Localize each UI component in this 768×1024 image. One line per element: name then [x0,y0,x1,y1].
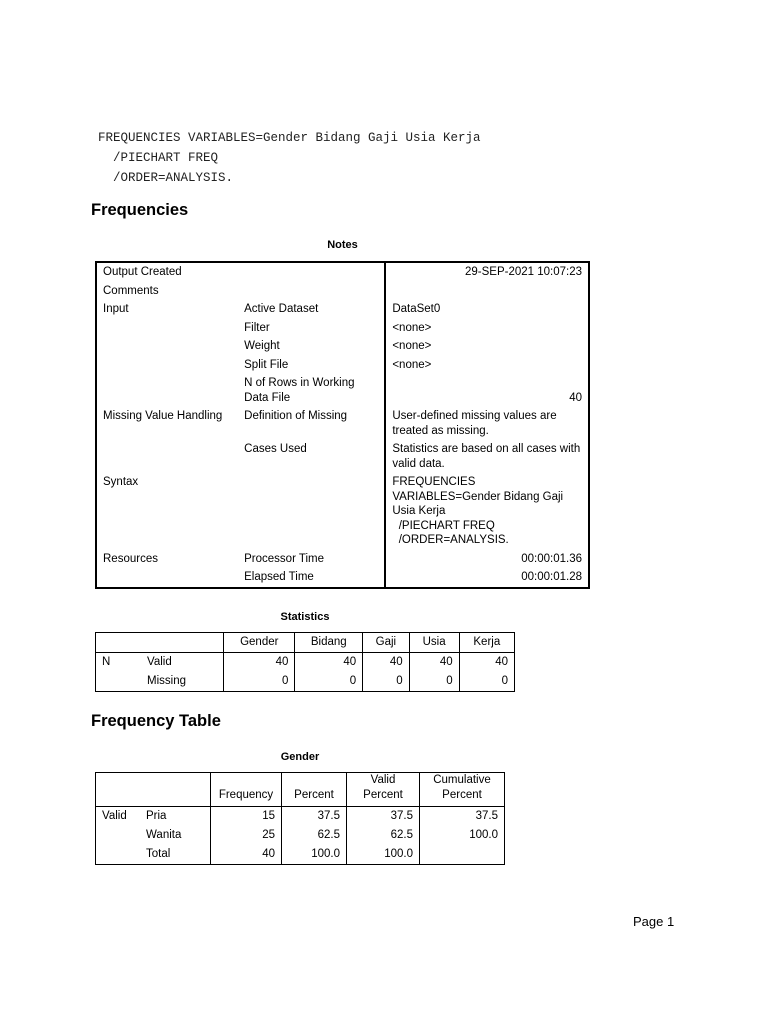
row-value: 00:00:01.36 [385,550,589,569]
table-header-row [96,773,505,807]
row-label: Missing Value Handling [103,410,223,422]
cell: 62.5 [347,826,420,845]
cell: 62.5 [282,826,347,845]
frequencies-heading: Frequencies [91,201,189,219]
statistics-caption: Statistics [280,611,330,623]
row-value: 00:00:01.28 [385,568,589,588]
notes-caption: Notes [327,239,358,251]
row-label: Resources [103,552,158,565]
syntax-line: /ORDER=ANALYSIS. [98,171,234,185]
table-row [96,473,589,550]
column-header: Bidang [295,633,363,653]
row-value: 40 [385,374,589,407]
row-sublabel: Split File [244,358,289,371]
row-value: <none> [385,319,589,338]
row-sublabel: Valid [147,656,172,668]
table-row [96,653,515,673]
row-value: <none> [385,337,589,356]
page-number: Page 1 [633,914,675,929]
cell: 37.5 [347,807,420,827]
table-row [96,845,505,865]
column-header: Kerja [459,633,514,653]
row-value: Statistics are based on all cases with valid data. [385,440,589,473]
cell [420,845,505,865]
column-header: Gaji [363,633,409,653]
row-value [385,473,589,550]
cell: 37.5 [282,807,347,827]
row-sublabel: Elapsed Time [244,571,314,583]
table-row [96,337,589,356]
cell: 100.0 [420,826,505,845]
frequency-table-heading: Frequency Table [91,712,221,730]
column-header: Cumulative Percent [420,773,505,807]
cell: 0 [363,672,409,692]
syntax-value-line: FREQUENCIES [392,476,476,488]
cell: 25 [211,826,282,845]
row-sublabel: Wanita [146,829,182,841]
row-sublabel: Pria [146,810,167,822]
table-row [96,826,505,845]
cell: 15 [211,807,282,827]
row-label: Output Created [103,266,182,278]
syntax-value-line: /ORDER=ANALYSIS. [392,534,509,546]
row-label: Input [103,303,129,315]
statistics-table [95,632,515,692]
table-row [96,300,589,319]
table-row [96,374,589,407]
cell: 40 [459,653,514,673]
row-label: Valid [102,810,127,822]
gender-table [95,772,505,865]
cell: 0 [459,672,514,692]
row-value: User-defined missing values are treated as missing. [385,407,589,440]
column-header: Usia [409,633,459,653]
row-sublabel: Total [146,848,171,860]
row-sublabel: Active Dataset [244,303,319,315]
cell: 0 [409,672,459,692]
cell: 40 [211,845,282,865]
table-row [96,550,589,569]
row-sublabel: N of Rows in Working Data File [244,377,355,404]
cell: 40 [363,653,409,673]
gender-caption: Gender [280,751,320,763]
cell: 0 [224,672,295,692]
row-sublabel: Filter [244,321,270,334]
table-header-row [96,633,515,653]
table-row [96,356,589,375]
row-value: 29-SEP-2021 10:07:23 [385,262,589,282]
column-header: Frequency [211,773,282,807]
cell: 100.0 [282,845,347,865]
cell: 40 [295,653,363,673]
row-sublabel: Processor Time [244,552,325,565]
table-row [96,672,515,692]
table-row [96,568,589,588]
syntax-line: FREQUENCIES VARIABLES=Gender Bidang Gaji Usia Kerja [98,131,481,145]
table-row [96,440,589,473]
syntax-value-line: /PIECHART FREQ [392,519,495,532]
row-sublabel: Weight [244,340,280,352]
cell: 37.5 [420,807,505,827]
syntax-value-line: VARIABLES=Gender Bidang Gaji [392,490,564,503]
table-row [96,262,589,282]
row-value: <none> [385,356,589,375]
syntax-value-line: Usia Kerja [392,505,446,517]
row-label: Comments [103,284,159,297]
row-value: DataSet0 [385,300,589,319]
column-header: Valid Percent [347,773,420,807]
syntax-block [98,128,481,188]
column-header: Percent [282,773,347,807]
row-label: N [102,656,111,668]
column-header: Gender [224,633,295,653]
syntax-line: /PIECHART FREQ [98,151,219,165]
row-sublabel: Missing [147,675,186,687]
notes-table [95,261,590,589]
table-row [96,407,589,440]
row-sublabel: Definition of Missing [244,410,348,422]
table-row [96,319,589,338]
cell: 40 [224,653,295,673]
row-label: Syntax [103,476,139,488]
cell: 0 [295,672,363,692]
table-row [96,282,589,301]
table-row [96,807,505,827]
cell: 40 [409,653,459,673]
row-sublabel: Cases Used [244,443,307,455]
cell: 100.0 [347,845,420,865]
